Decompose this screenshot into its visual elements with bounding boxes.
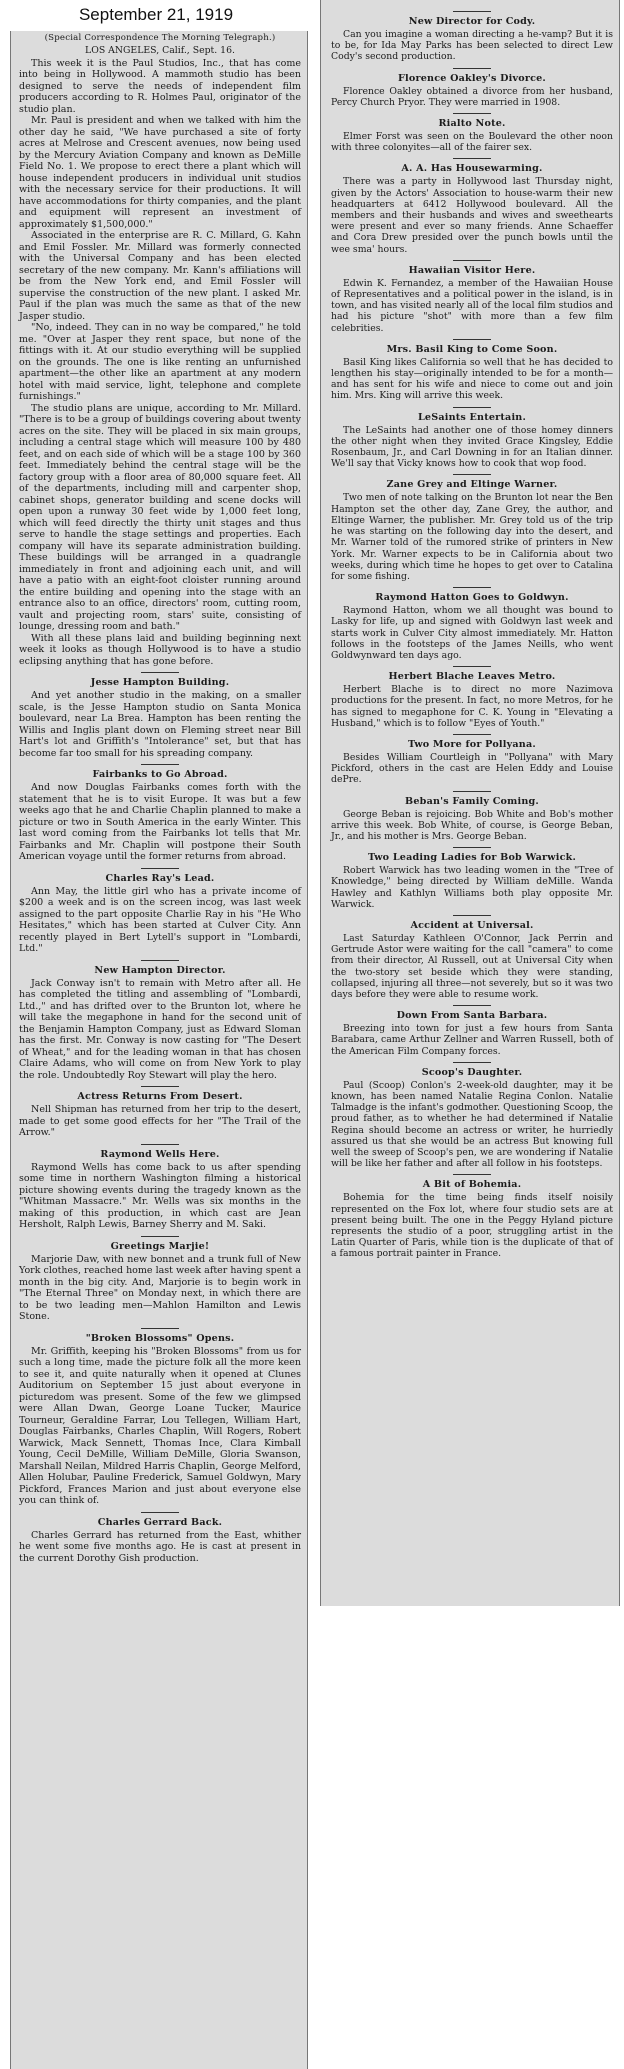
news-headline: A Bit of Bohemia. <box>422 1179 522 1191</box>
news-body: Breezing into town for just a few hours from Santa Barabara, came Arthur Zellner and Warren Russell, both of the American Film Company forces. <box>331 1023 613 1057</box>
news-headline: Rialto Note. <box>438 118 506 130</box>
news-body: Besides William Courtleigh in "Pollyana" with Mary Pickford, others in the cast are Helen Eddy and Louise dePre. <box>331 751 613 786</box>
news-headline: Fairbanks to Go Abroad. <box>92 769 228 780</box>
news-item <box>331 339 613 402</box>
news-item <box>331 407 613 470</box>
news-body: Last Saturday Kathleen O'Connor, Jack Perrin and Gertrude Astor were waiting for the call "camera" to come from their director, Al Russell, out at Universal City when the two-story set beside which they were standing, collapsed, injuring all three—not severely, but so it was two days before they were able to resume work. <box>331 932 613 1000</box>
news-item <box>331 11 613 63</box>
news-item <box>331 734 613 786</box>
news-body: Two men of note talking on the Brunton lot near the Ben Hampton set the other day, Zane Grey, the author, and Eltinge Warner, the publisher. Mr. Grey told us of the trip he was starting on the following day into the desert, and Mr. Warner told of the rumored strike of printers in New York. Mr. Warner expects to be in California about two weeks, during which time he hopes to get over to Catalina for some fishing. <box>331 492 613 582</box>
divider-rule <box>453 587 491 588</box>
divider-rule <box>141 764 179 765</box>
news-body: George Beban is rejoicing. Bob White and Bob's mother arrive this week. Bob White, of course, is George Beban, Jr., and his mother is Mrs. George Beban. <box>331 808 613 842</box>
news-headline: Two Leading Ladies for Bob Warwick. <box>367 852 577 864</box>
news-headline: Greetings Marjie! <box>110 1240 210 1252</box>
news-body: Ann May, the little girl who has a private income of $200 a week and is on the screen incog, was last week assigned to the part opposite Charlie Ray in his "He Who Hesitates," which has been started at Culver City. Ann recently played in Bert Lytell's support in "Lombardi, Ltd." <box>19 885 301 954</box>
clipping-date: September 21, 1919 <box>78 5 234 24</box>
right-news-items <box>331 11 613 1260</box>
news-headline: Beban's Family Coming. <box>405 795 539 807</box>
news-item <box>19 1144 301 1231</box>
news-headline: "Broken Blossoms" Opens. <box>85 1332 235 1344</box>
news-body: Can you imagine a woman directing a he-vamp? But it is to be, for Ida May Parks has been selected to direct Lew Cody's second production. <box>331 29 613 63</box>
news-headline: New Director for Cody. <box>408 16 536 27</box>
divider-rule <box>453 474 491 475</box>
news-headline: Down From Santa Barbara. <box>396 1010 548 1022</box>
news-body: Charles Gerrard has returned from the East, whither he went some five months ago. He is cast at present in the current Dorothy Gish production. <box>19 1529 301 1564</box>
news-body: Paul (Scoop) Conlon's 2-week-old daughter, may it be known, has been named Natalie Regina Conlon. Natalie Talmadge is the infant's godmother. Questioning Scoop, the proud father, as to whether he had determined if Natalie Regina should become an actress or writer, he hurriedly assured us that she would be an actress But knowing full well the sweep of Scoop's pen, we are wondering if Natalie will be like her father and after all follow in his footsteps. <box>331 1079 613 1170</box>
lead-paragraph: With all these plans laid and building beginning next week it looks as though Hollywood is to have a studio eclipsing anything that has gone before. <box>19 632 301 667</box>
lead-paragraph: "No, indeed. They can in no way be compared," he told me. "Over at Jasper they rent space, but none of the fittings with it. At our studio everything will be supplied on the grounds. The one is like renting an unfurnished apartment—the other like an apartment at any modern hotel with maid service, light, telephone and complete furnishings." <box>19 322 301 402</box>
news-item <box>331 113 613 153</box>
left-column <box>10 31 308 2069</box>
divider-rule <box>453 407 491 408</box>
news-headline: Two More for Pollyana. <box>408 738 536 750</box>
divider-rule <box>453 11 491 12</box>
news-headline: Hawaiian Visitor Here. <box>408 264 536 276</box>
divider-rule <box>453 734 491 735</box>
news-headline: Charles Gerrard Back. <box>97 1516 223 1528</box>
news-headline: Jesse Hampton Building. <box>90 677 230 688</box>
news-body: And now Douglas Fairbanks comes forth with the statement that he is to visit Europe. It was but a few weeks ago that he and Charlie Chaplin planned to make a picture or two in South America in the early Winter. This last word coming from the Fairbanks lot tells that Mr. Fairbanks and Mr. Chaplin will postpone their South American voyage until the former returns from abroad. <box>19 782 301 862</box>
news-headline: Actress Returns From Desert. <box>77 1091 243 1102</box>
news-headline: LeSaints Entertain. <box>417 411 527 423</box>
news-item <box>19 1512 301 1565</box>
lead-paragraph: Associated in the enterprise are R. C. Millard, G. Kahn and Emil Fossler. Mr. Millard was formerly connected with the Universal Company and has been elected secretary of the new company. Mr. Kann's affiliations will be from the New York end, and Emil Fossler will supervise the construction of the new plant. I asked Mr. Paul if the plan was much the same as that of the new Jasper studio. <box>19 230 301 322</box>
divider-rule <box>453 847 491 848</box>
news-body: And yet another studio in the making, on a smaller scale, is the Jesse Hampton studio on Santa Monica boulevard, near La Brea. Hampton has been renting the Willis and Inglis plant down on Fleming street near Bill Hart's lot and Griffith's "Intolerance" set, but that has become far too small for his spreading company. <box>19 690 301 759</box>
divider-rule <box>453 339 491 340</box>
divider-rule <box>453 666 491 667</box>
news-item <box>19 672 301 759</box>
left-news-items <box>19 672 301 1564</box>
news-item <box>331 1005 613 1057</box>
divider-rule <box>453 1174 491 1175</box>
divider-rule <box>453 113 491 114</box>
lead-paragraph: The studio plans are unique, according to Mr. Millard. "There is to be a group of buildings covering about twenty acres on the site. They will be placed in six main groups, including a central stage which will measure 100 by 480 feet, and on each side of which will be a stage 100 by 360 feet. Immediately behind the central stage will be the factory group with a floor area of 80,000 square feet. All of the departments, including mill and carpenter shop, cabinet shops, generator building and scene docks will open upon a runway 30 feet wide by 1,000 feet long, which will feed directly the thirty unit stages and thus serve to handle the stage settings and properties. Each company will have its separate administration building. These buildings will be arranged in a quadrangle immediately in front and adjoining each unit, and will have a patio with an eight-foot cloister running around the entire building and opening into the stage with an entrance also to an office, directors' room, cutting room, vault and projecting room, stars' suite, consisting of lounge, dressing room and bath." <box>19 402 301 632</box>
news-item <box>331 158 613 254</box>
divider-rule <box>453 1062 491 1063</box>
news-item <box>331 260 613 334</box>
divider-rule <box>141 1144 179 1145</box>
divider-rule <box>141 960 179 961</box>
divider-rule <box>141 868 179 869</box>
news-item <box>19 1086 301 1139</box>
news-body: Raymond Wells has come back to us after spending some time in northern Washington filming a historical picture showing events during the tragedy known as the "Whitman Massacre." Mr. Wells was six months in the making of this production, in which cast are Jean Hersholt, Ralph Lewis, Barney Sherry and M. Saki. <box>19 1161 301 1230</box>
news-item <box>331 474 613 582</box>
news-item <box>331 68 613 108</box>
news-body: Herbert Blache is to direct no more Nazimova productions for the present. In fact, no more Metros, for he has signed to megaphone for C. K. Young in "Elevating a Husband," which is to follow "Eyes of Youth." <box>331 684 613 729</box>
news-item <box>19 868 301 955</box>
news-body: There was a party in Hollywood last Thursday night, given by the Actors' Association to house-warm their new headquarters at 6412 Hollywood boulevard. All the members and their husbands and wives and sweethearts were present and ever so many friends. Anne Schaeffer and Cora Drew presided over the punch bowls until the wee sma' hours. <box>331 176 613 255</box>
divider-rule <box>141 1086 179 1087</box>
news-item <box>19 1236 301 1323</box>
news-headline: Accident at Universal. <box>410 919 534 931</box>
news-body: Robert Warwick has two leading women in the "Tree of Knowledge," being directed by William deMille. Wanda Hawley and Kathlyn Williams both play opposite Mr. Warwick. <box>331 865 613 910</box>
news-headline: Scoop's Daughter. <box>421 1066 523 1078</box>
divider-rule <box>141 672 179 673</box>
news-body: Elmer Forst was seen on the Boulevard the other noon with three colonyites—all of the fairer sex. <box>331 131 613 154</box>
divider-rule <box>453 1005 491 1006</box>
news-body: Mr. Griffith, keeping his "Broken Blossoms" from us for such a long time, made the picture folk all the more keen to see it, and quite naturally when it opened at Clunes Auditorium on September 15 just about everyone in picturedom was present. Some of the few we glimpsed were Allan Dwan, George Loane Tucker, Maurice Tourneur, Geraldine Farrar, Lou Tellegen, William Hart, Douglas Fairbanks, Charles Chaplin, Will Rogers, Robert Warwick, Mack Sennett, Thomas Ince, Clara Kimball Young, Cecil DeMille, William DeMille, Gloria Swanson, Marshall Neilan, Mildred Harris Chaplin, George Melford, Allen Holubar, Pauline Frederick, Samuel Goldwyn, Mary Pickford, Frances Marion and just about everyone else you can think of. <box>19 1345 301 1506</box>
news-item <box>331 666 613 729</box>
news-headline: A. A. Has Housewarming. <box>401 163 543 175</box>
news-headline: Raymond Wells Here. <box>100 1148 220 1160</box>
news-item <box>331 791 613 843</box>
lead-article <box>19 58 301 668</box>
news-item <box>19 764 301 863</box>
news-item <box>331 915 613 1000</box>
divider-rule <box>453 260 491 261</box>
news-headline: Mrs. Basil King to Come Soon. <box>386 343 558 355</box>
news-body: The LeSaints had another one of those homey dinners the other night when they invited Grace Kingsley, Eddie Rosenbaum, Jr., and Carl Downing in for an Italian dinner. We'll say that Vicky knows how to cook that wop food. <box>331 424 613 470</box>
lead-paragraph: This week it is the Paul Studios, Inc., that has come into being in Hollywood. A mammoth studio has been designed to serve the needs of independent film producers according to R. Holmes Paul, originator of the studio plan. <box>19 57 301 115</box>
news-item <box>331 587 613 661</box>
news-headline: Herbert Blache Leaves Metro. <box>388 671 556 683</box>
byline: (Special Correspondence The Morning Telegraph.) <box>44 33 276 43</box>
news-headline: Charles Ray's Lead. <box>105 872 215 884</box>
news-headline: Florence Oakley's Divorce. <box>398 72 546 84</box>
right-column <box>320 0 620 1606</box>
divider-rule <box>453 68 491 69</box>
news-body: Nell Shipman has returned from her trip to the desert, made to get some good effects for her "The Trail of the Arrow." <box>19 1104 301 1138</box>
news-body: Marjorie Daw, with new bonnet and a trunk full of New York clothes, reached home last week after having spent a month in the big city. And, Marjorie is to begin work in "The Eternal Three" on Monday next, in which there are to be two leading men—Mahlon Hamilton and Lewis Stone. <box>19 1253 301 1322</box>
news-body: Basil King likes California so well that he has decided to lengthen his stay—originally intended to be for a month—and has sent for his wife and niece to come out and join him. Mrs. King will arrive this week. <box>331 356 613 402</box>
news-item <box>19 1328 301 1507</box>
divider-rule <box>453 791 491 792</box>
news-headline: Raymond Hatton Goes to Goldwyn. <box>375 592 569 604</box>
news-item <box>331 1174 613 1259</box>
news-item <box>331 1062 613 1170</box>
lead-paragraph: Mr. Paul is president and when we talked with him the other day he said, "We have purchased a site of forty acres at Melrose and Crescent avenues, now being used by the Mercury Aviation Company and known as DeMille Field No. 1. We propose to erect there a plant which will house independent producers in individual unit studios with the necessary service for their productions. It will have accommodations for thirty companies, and the plant and equipment will represent an investment of approximately $1,500,000." <box>19 115 301 230</box>
news-body: Florence Oakley obtained a divorce from her husband, Percy Church Pryor. They were married in 1908. <box>331 85 613 108</box>
divider-rule <box>141 1328 179 1329</box>
divider-rule <box>453 158 491 159</box>
news-headline: New Hampton Director. <box>94 964 226 976</box>
divider-rule <box>141 1512 179 1513</box>
news-item <box>19 960 301 1082</box>
news-headline: Zane Grey and Eltinge Warner. <box>386 479 558 491</box>
news-body: Bohemia for the time being finds itself noisily represented on the Fox lot, where four studio sets are at present being built. The one in the Peggy Hyland picture represents the studio of a poor, struggling artist in the Latin Quarter of Paris, while tion is the duplicate of that of a famous portrait painter in France. <box>331 1192 613 1260</box>
divider-rule <box>141 1236 179 1237</box>
news-body: Jack Conway isn't to remain with Metro after all. He has completed the titling and assembling of "Lombardi, Ltd.," and has drifted over to the Brunton lot, where he will take the megaphone in hand for the second unit of the Benjamin Hampton Company, just as Edward Sloman has the first. Mr. Conway is now casting for "The Desert of Wheat," and for the leading woman in that has chosen Claire Adams, who will come on from New York to play the role. Undoubtedly Roy Stewart will play the hero. <box>19 977 301 1081</box>
divider-rule <box>453 915 491 916</box>
news-body: Raymond Hatton, whom we all thought was bound to Lasky for life, up and signed with Goldwyn last week and starts work in Culver City almost immediately. Mr. Hatton follows in the footsteps of the James Neills, who went Goldwynward ten days ago. <box>331 605 613 661</box>
dateline: LOS ANGELES, Calif., Sept. 16. <box>85 44 235 56</box>
news-body: Edwin K. Fernandez, a member of the Hawaiian House of Representatives and a political power in the island, is in town, and has visited nearly all of the local film studios and had his picture "shot" with more than a few film celebrities. <box>331 277 613 334</box>
news-item <box>331 847 613 910</box>
